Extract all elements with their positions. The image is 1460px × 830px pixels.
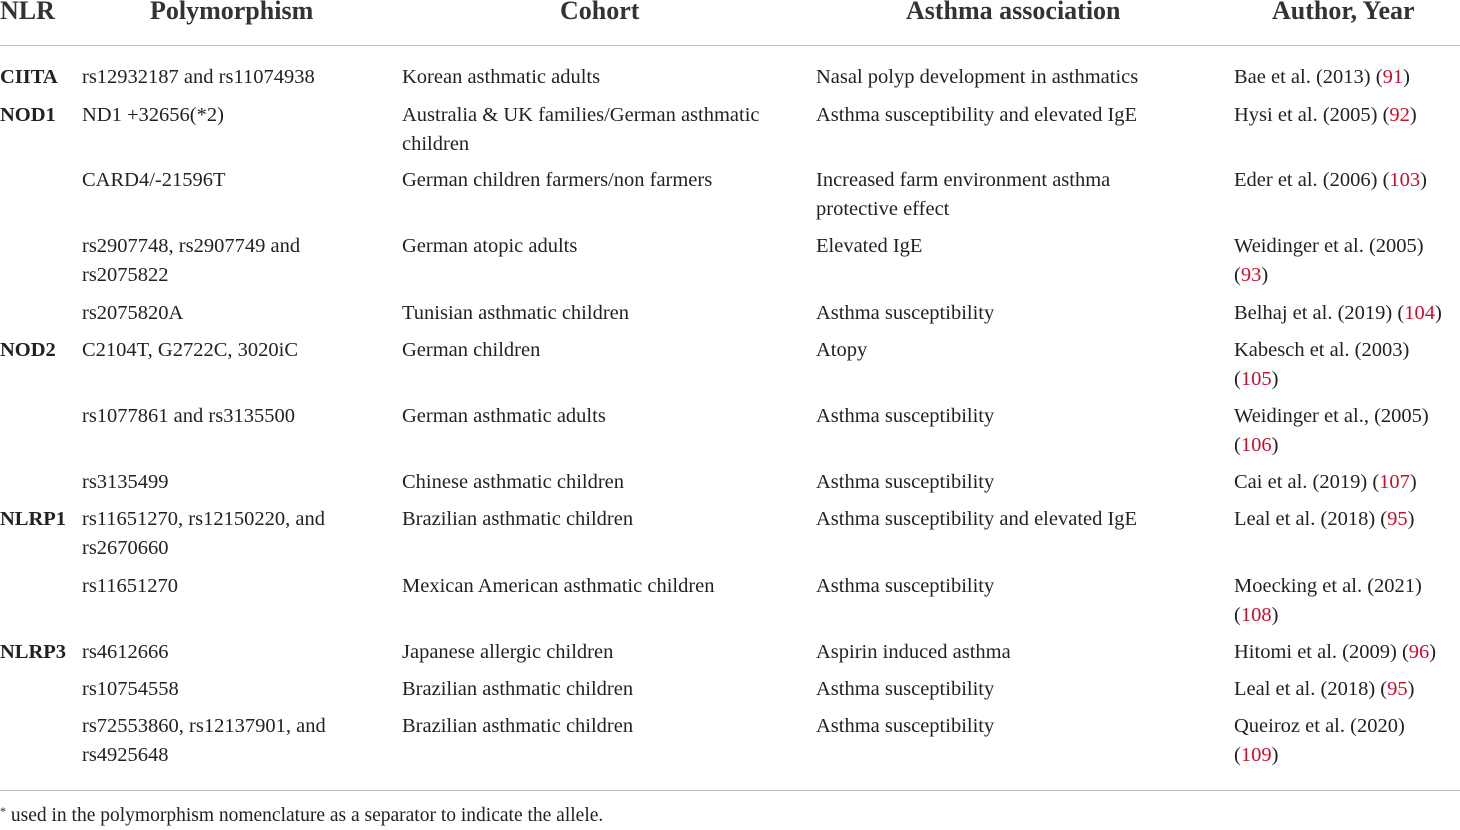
author-year-cell-cont xyxy=(1234,601,1278,630)
header-cohort: Cohort xyxy=(560,0,640,25)
author-year-cell xyxy=(1234,336,1409,365)
cohort-cell: Korean asthmatic adults xyxy=(402,66,601,88)
paren-close: ) xyxy=(1409,471,1417,493)
paren-open: ( xyxy=(1234,434,1241,456)
polymorphism-cell: rs4612666 xyxy=(82,641,169,663)
author-year-cell xyxy=(1234,505,1414,534)
bottom-rule xyxy=(0,790,1460,791)
cohort-cell: Mexican American asthmatic children xyxy=(402,575,715,597)
paren-close: ) xyxy=(1261,264,1269,286)
author-year-text: Weidinger et al. (2005) xyxy=(1234,235,1424,257)
association-cell: Asthma susceptibility and elevated IgE xyxy=(816,508,1138,530)
association-cell: Asthma susceptibility and elevated IgE xyxy=(816,104,1138,126)
association-cell: Asthma susceptibility xyxy=(816,302,995,324)
author-year-text: Hysi et al. (2005) ( xyxy=(1234,104,1390,126)
paren-close: ) xyxy=(1434,302,1442,324)
footnote-text: used in the polymorphism nomenclature as a separator to indicate the allele. xyxy=(6,805,604,826)
author-year-cell xyxy=(1234,572,1422,601)
polymorphism-cell: rs2670660 xyxy=(82,537,169,559)
cohort-cell: children xyxy=(402,133,470,155)
paren-close: ) xyxy=(1271,434,1279,456)
cohort-cell: Brazilian asthmatic children xyxy=(402,508,634,530)
nlr-name: CIITA xyxy=(0,66,58,88)
footnote-mark: * xyxy=(0,804,6,818)
author-year-cell-cont xyxy=(1234,741,1278,770)
polymorphism-cell: rs11651270, rs12150220, and xyxy=(82,508,325,530)
author-year-cell-cont xyxy=(1234,261,1268,290)
cohort-cell: Australia & UK families/German asthmatic xyxy=(402,104,760,126)
reference-link[interactable]: 91 xyxy=(1382,66,1404,88)
author-year-cell-cont xyxy=(1234,431,1278,460)
polymorphism-cell: rs12932187 and rs11074938 xyxy=(82,66,315,88)
nlr-name: NOD2 xyxy=(0,339,56,361)
paren-open: ( xyxy=(1234,604,1241,626)
author-year-cell xyxy=(1234,232,1424,261)
cohort-cell: Japanese allergic children xyxy=(402,641,614,663)
author-year-cell xyxy=(1234,166,1427,195)
association-cell: Asthma susceptibility xyxy=(816,715,995,737)
association-cell: Elevated IgE xyxy=(816,235,923,257)
association-cell: Asthma susceptibility xyxy=(816,471,995,493)
association-cell: Asthma susceptibility xyxy=(816,405,995,427)
author-year-cell xyxy=(1234,675,1414,704)
author-year-text: Weidinger et al., (2005) xyxy=(1234,405,1429,427)
reference-link[interactable]: 103 xyxy=(1389,169,1421,191)
reference-link[interactable]: 96 xyxy=(1408,641,1430,663)
paren-close: ) xyxy=(1271,604,1279,626)
cohort-cell: Tunisian asthmatic children xyxy=(402,302,629,324)
polymorphism-cell: C2104T, G2722C, 3020iC xyxy=(82,339,299,361)
author-year-cell xyxy=(1234,63,1410,92)
author-year-text: Eder et al. (2006) ( xyxy=(1234,169,1390,191)
nlr-name: NOD1 xyxy=(0,104,56,126)
author-year-text: Hitomi et al. (2009) ( xyxy=(1234,641,1409,663)
nlr-name: NLRP1 xyxy=(0,508,67,530)
header-polymorphism: Polymorphism xyxy=(150,0,314,25)
author-year-cell xyxy=(1234,638,1436,667)
cohort-cell: Brazilian asthmatic children xyxy=(402,678,634,700)
nlr-name: NLRP3 xyxy=(0,641,67,663)
paren-open: ( xyxy=(1234,368,1241,390)
cohort-cell: German children farmers/non farmers xyxy=(402,169,713,191)
paren-close: ) xyxy=(1420,169,1427,191)
cohort-cell: Brazilian asthmatic children xyxy=(402,715,634,737)
author-year-text: Bae et al. (2013) ( xyxy=(1234,66,1383,88)
paren-close: ) xyxy=(1271,368,1279,390)
reference-link[interactable]: 93 xyxy=(1240,264,1262,286)
paren-close: ) xyxy=(1429,641,1437,663)
paren-close: ) xyxy=(1407,508,1415,530)
author-year-text: Queiroz et al. (2020) xyxy=(1234,715,1405,737)
cohort-cell: German atopic adults xyxy=(402,235,578,257)
polymorphism-cell: rs10754558 xyxy=(82,678,179,700)
association-cell: protective effect xyxy=(816,198,950,220)
paren-open: ( xyxy=(1234,744,1241,766)
association-cell: Atopy xyxy=(816,339,868,361)
author-year-cell-cont xyxy=(1234,365,1278,394)
reference-link[interactable]: 106 xyxy=(1240,434,1272,456)
author-year-cell xyxy=(1234,299,1442,328)
header-author-year: Author, Year xyxy=(1272,0,1415,25)
author-year-cell xyxy=(1234,101,1417,130)
polymorphism-cell: rs1077861 and rs3135500 xyxy=(82,405,295,427)
cohort-cell: German asthmatic adults xyxy=(402,405,606,427)
polymorphism-cell: rs3135499 xyxy=(82,471,169,493)
paren-close: ) xyxy=(1407,678,1415,700)
reference-link[interactable]: 95 xyxy=(1387,508,1408,530)
author-year-cell xyxy=(1234,712,1405,741)
header-asthma-association: Asthma association xyxy=(906,0,1121,25)
polymorphism-cell: rs2075820A xyxy=(82,302,184,324)
cohort-cell: Chinese asthmatic children xyxy=(402,471,625,493)
author-year-text: Kabesch et al. (2003) xyxy=(1234,339,1410,361)
polymorphism-cell: rs4925648 xyxy=(82,744,169,766)
cohort-cell: German children xyxy=(402,339,541,361)
header-rule xyxy=(0,45,1460,46)
reference-link[interactable]: 108 xyxy=(1240,604,1272,626)
paren-open: ( xyxy=(1234,264,1241,286)
association-cell: Increased farm environment asthma xyxy=(816,169,1111,191)
association-cell: Aspirin induced asthma xyxy=(816,641,1011,663)
author-year-cell xyxy=(1234,468,1417,497)
polymorphism-cell: ND1 +32656(*2) xyxy=(82,104,224,126)
table-footnote xyxy=(0,797,603,830)
reference-link[interactable]: 107 xyxy=(1379,471,1410,493)
association-cell: Nasal polyp development in asthmatics xyxy=(816,66,1139,88)
reference-link[interactable]: 92 xyxy=(1389,104,1410,126)
reference-link[interactable]: 95 xyxy=(1387,678,1408,700)
reference-link[interactable]: 104 xyxy=(1404,302,1435,324)
header-nlr: NLR xyxy=(0,0,55,25)
polymorphism-cell: rs2907748, rs2907749 and xyxy=(82,235,301,257)
polymorphism-cell: CARD4/-21596T xyxy=(82,169,226,191)
author-year-text: Leal et al. (2018) ( xyxy=(1234,678,1388,700)
author-year-cell xyxy=(1234,402,1429,431)
polymorphism-cell: rs72553860, rs12137901, and xyxy=(82,715,326,737)
author-year-text: Leal et al. (2018) ( xyxy=(1234,508,1388,530)
author-year-text: Cai et al. (2019) ( xyxy=(1234,471,1380,493)
paren-close: ) xyxy=(1271,744,1279,766)
association-cell: Asthma susceptibility xyxy=(816,678,995,700)
paren-close: ) xyxy=(1403,66,1410,88)
association-cell: Asthma susceptibility xyxy=(816,575,995,597)
author-year-text: Moecking et al. (2021) xyxy=(1234,575,1422,597)
reference-link[interactable]: 105 xyxy=(1240,368,1272,390)
author-year-text: Belhaj et al. (2019) ( xyxy=(1234,302,1405,324)
paren-close: ) xyxy=(1409,104,1417,126)
polymorphism-cell: rs11651270 xyxy=(82,575,179,597)
reference-link[interactable]: 109 xyxy=(1240,744,1272,766)
polymorphism-cell: rs2075822 xyxy=(82,264,169,286)
